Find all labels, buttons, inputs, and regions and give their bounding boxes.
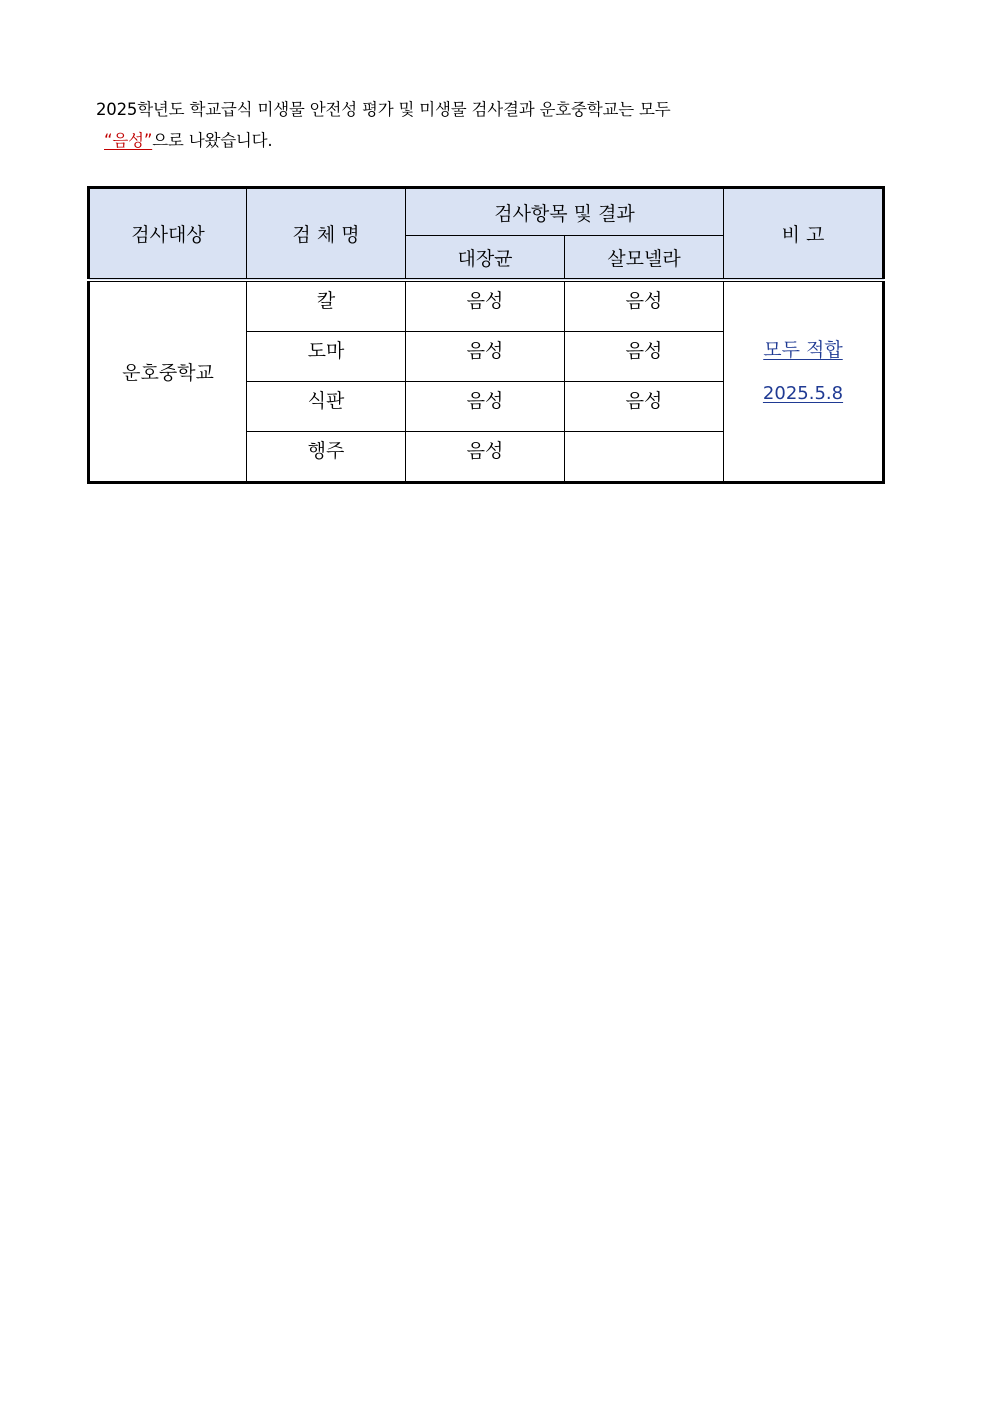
remark-cell [724,280,884,483]
remark-status: 모두 적합 [763,338,843,361]
table-header [89,188,884,281]
ecoli-result: 음성 [406,432,565,483]
specimen-cell: 행주 [247,432,406,483]
salmonella-result: 음성 [565,332,724,382]
header-target: 검사대상 [89,188,247,281]
header-ecoli: 대장균 [406,236,565,281]
header-items-group: 검사항목 및 결과 [406,188,724,236]
intro-text [96,94,896,156]
ecoli-result: 음성 [406,382,565,432]
specimen-cell: 도마 [247,332,406,382]
header-specimen: 검 체 명 [247,188,406,281]
remark-date: 2025.5.8 [762,382,844,404]
intro-line-1: 2025학년도 학교급식 미생물 안전성 평가 및 미생물 검사결과 운호중학교는 모두 [96,100,671,119]
salmonella-result: 음성 [565,382,724,432]
table-row [89,280,884,332]
header-salmonella: 살모넬라 [565,236,724,281]
header-remark: 비 고 [724,188,884,281]
intro-line-2-rest: 으로 나왔습니다. [152,131,273,150]
specimen-cell: 식판 [247,382,406,432]
target-school: 운호중학교 [89,280,247,483]
table-body [89,280,884,483]
ecoli-result: 음성 [406,332,565,382]
inspection-results-table [87,186,885,484]
specimen-cell: 칼 [247,280,406,332]
intro-line-2 [96,125,896,156]
salmonella-result: 음성 [565,280,724,332]
ecoli-result: 음성 [406,280,565,332]
salmonella-result [565,432,724,483]
negative-highlight: “음성” [104,131,153,150]
